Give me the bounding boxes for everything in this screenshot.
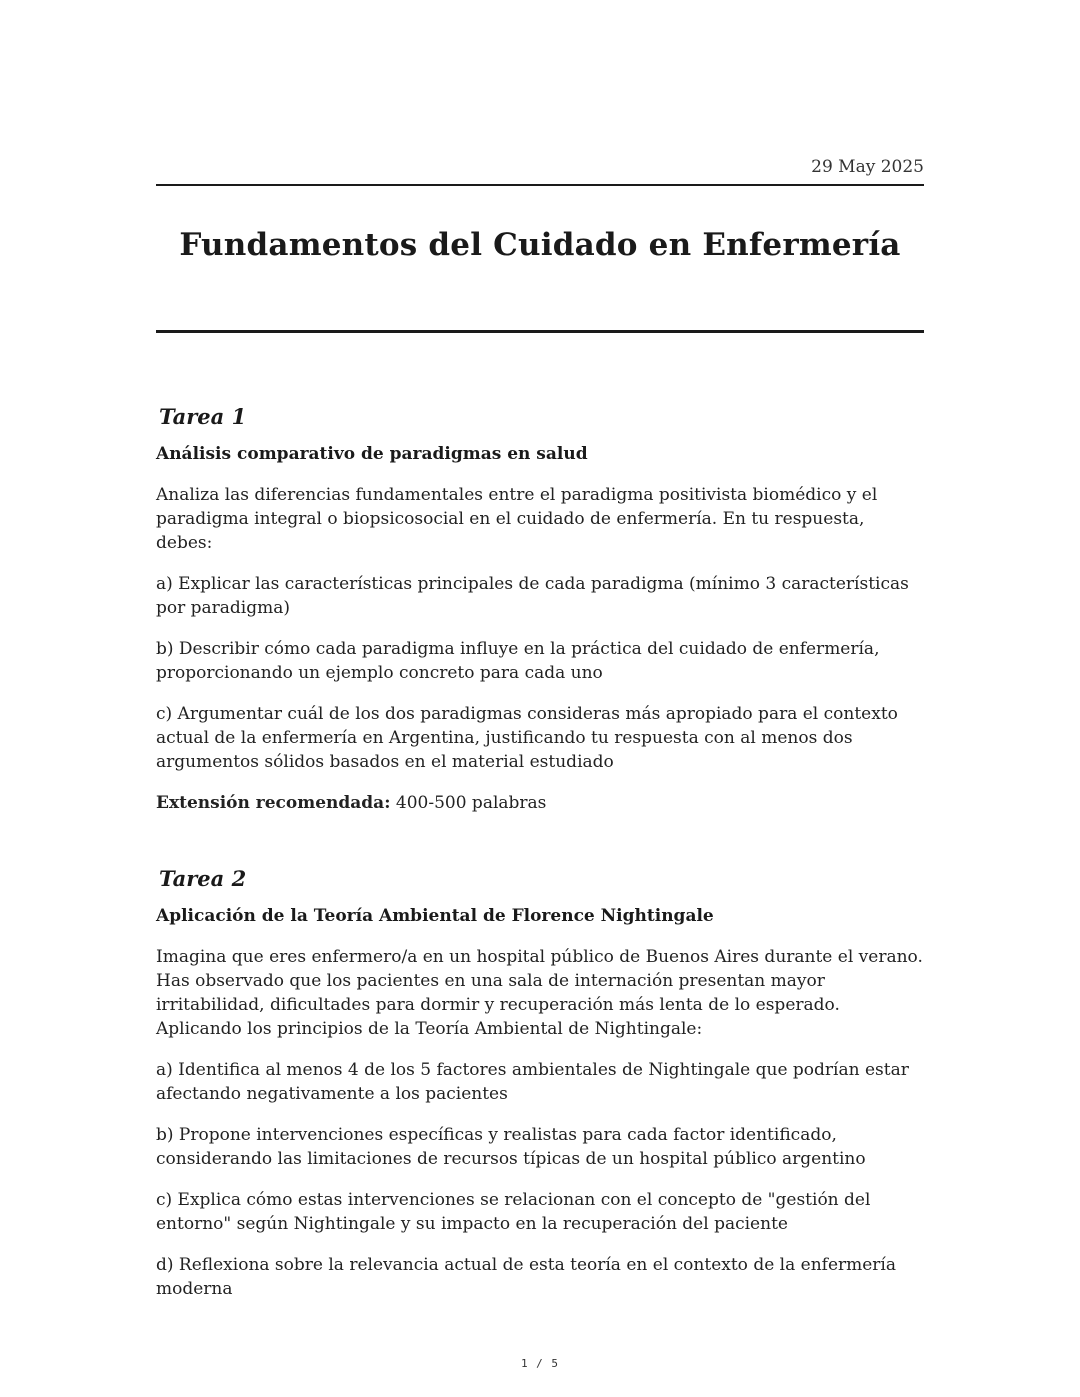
page-title: Fundamentos del Cuidado en Enfermería <box>179 227 901 263</box>
task-1-item-b: b) Describir cómo cada paradigma influye en la práctica del cuidado de enfermería, proporcionando un ejemplo concreto para cada uno <box>156 639 880 683</box>
task-2-item-b: b) Propone intervenciones específicas y realistas para cada factor identificado, considerando las limitaciones de recursos típicas de un hospital público argentino <box>156 1125 866 1169</box>
task-1-heading: Tarea 1 <box>159 404 247 429</box>
task-2-subtitle: Aplicación de la Teoría Ambiental de Florence Nightingale <box>156 906 714 926</box>
task-1-intro: Analiza las diferencias fundamentales entre el paradigma positivista biomédico y el paradigma integral o biopsicosocial en el cuidado de enfermería. En tu respuesta, debes: <box>156 485 878 553</box>
header-rule <box>156 184 924 186</box>
document-date: 29 May 2025 <box>811 157 924 177</box>
title-rule <box>156 330 924 333</box>
task-2-item-d: d) Reflexiona sobre la relevancia actual de esta teoría en el contexto de la enfermería moderna <box>156 1255 897 1299</box>
task-1-subtitle: Análisis comparativo de paradigmas en salud <box>156 444 588 464</box>
extension-label: Extensión recomendada: <box>156 793 391 813</box>
task-2-section <box>156 865 924 1301</box>
task-1-extension <box>156 791 924 815</box>
task-1-item-a: a) Explicar las características principales de cada paradigma (mínimo 3 características por paradigma) <box>156 574 909 618</box>
task-1-section <box>156 403 924 815</box>
extension-value: 400-500 palabras <box>390 793 547 813</box>
task-2-heading: Tarea 2 <box>159 866 247 891</box>
task-1-item-c: c) Argumentar cuál de los dos paradigmas consideras más apropiado para el contexto actual de la enfermería en Argentina, justificando tu respuesta con al menos dos argumentos sólidos basados en el material estudiado <box>156 704 898 772</box>
task-2-item-a: a) Identifica al menos 4 de los 5 factores ambientales de Nightingale que podrían estar afectando negativamente a los pacientes <box>156 1060 909 1104</box>
task-2-intro: Imagina que eres enfermero/a en un hospital público de Buenos Aires durante el verano. Has observado que los pacientes en una sala de internación presentan mayor irritabilidad, dificultades para dormir y recuperación más lenta de lo esperado. Aplicando los principios de la Teoría Ambiental de Nightingale: <box>156 947 923 1039</box>
page-number: 1 / 5 <box>520 1357 560 1370</box>
task-2-item-c: c) Explica cómo estas intervenciones se relacionan con el concepto de "gestión del entorno" según Nightingale y su impacto en la recuperación del paciente <box>156 1190 871 1234</box>
